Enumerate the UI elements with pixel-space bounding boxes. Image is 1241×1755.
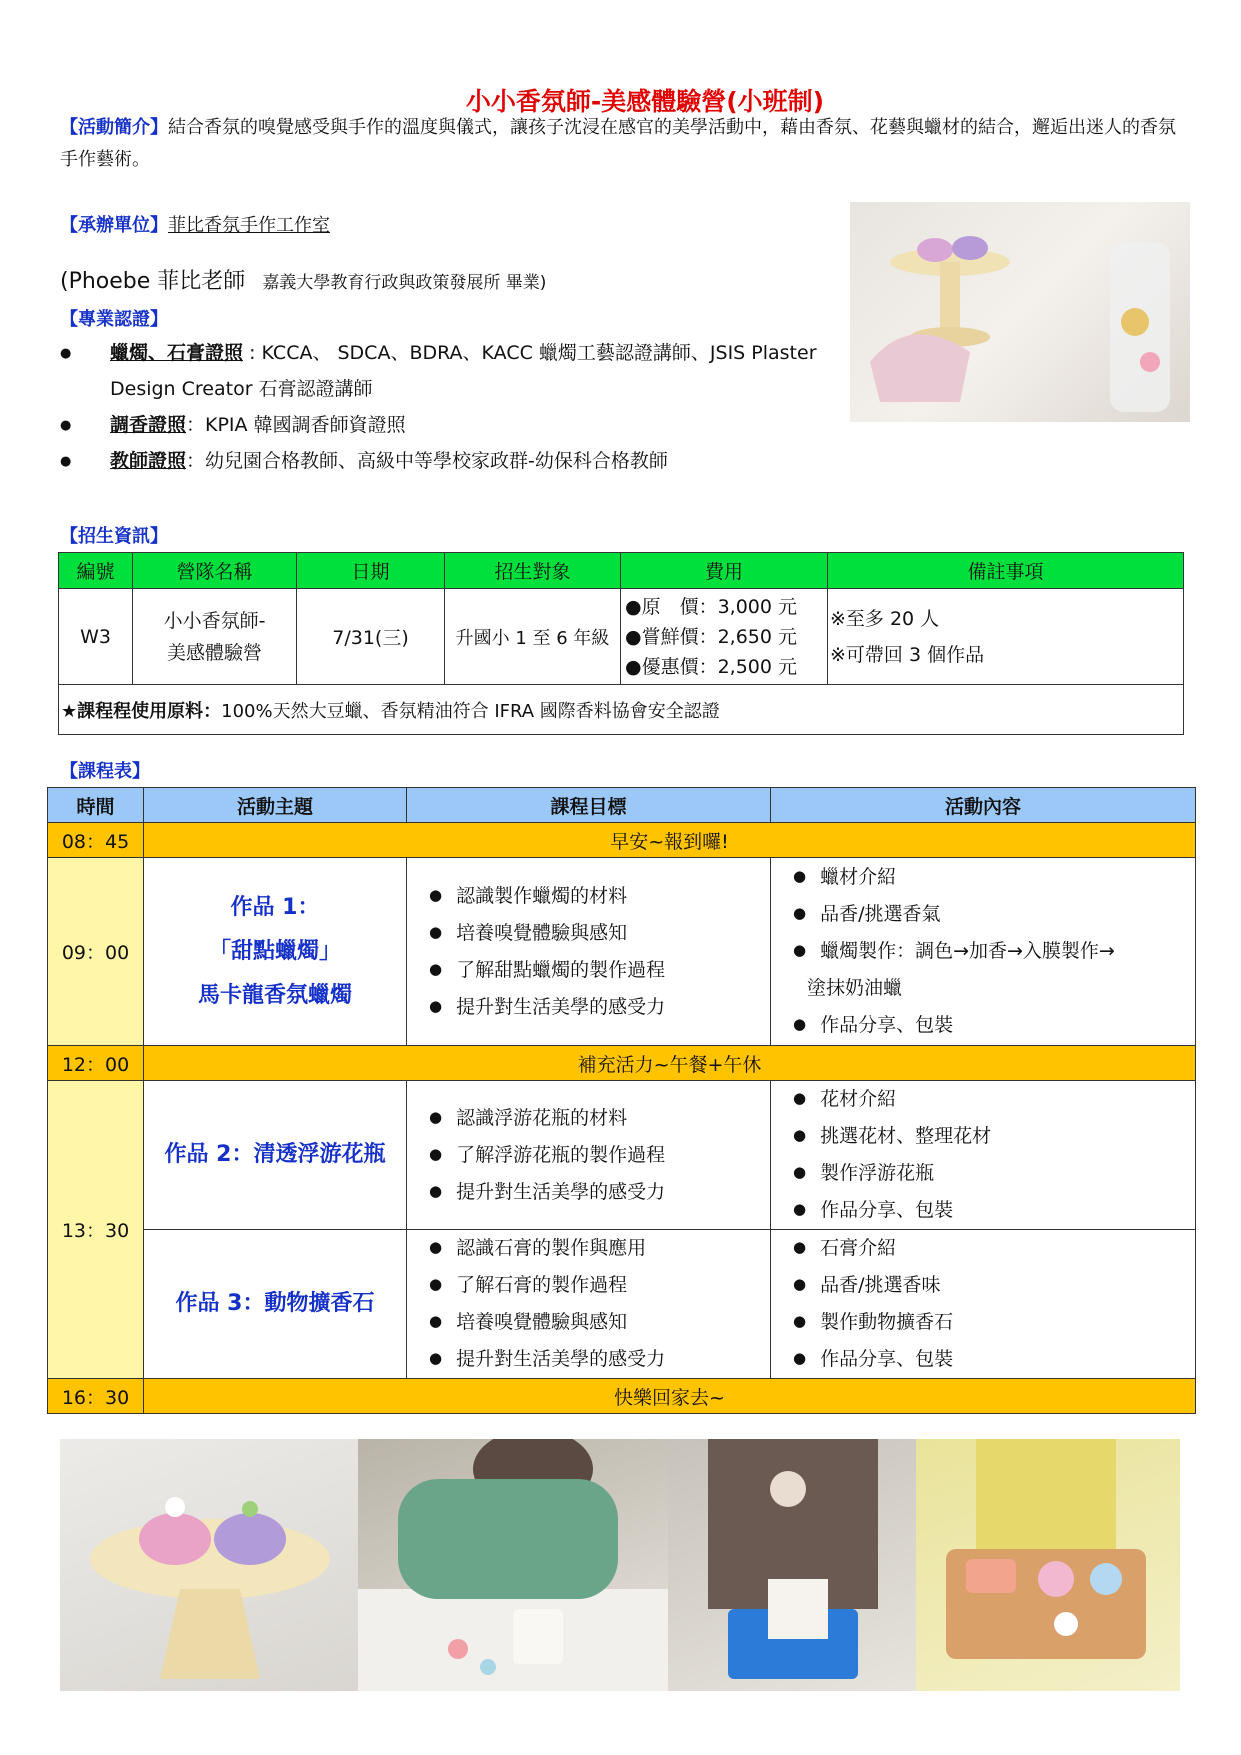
list-item: ● 品香/挑選香味	[821, 1267, 1195, 1304]
list-item: ● 作品分享、包裝	[821, 1007, 1195, 1044]
list-item: ● 了解甜點蠟燭的製作過程	[457, 952, 770, 989]
rec-code: W3	[59, 589, 133, 685]
rec-header: 日期	[297, 553, 445, 589]
organizer-line	[60, 211, 330, 237]
child-crafting-photo-2	[668, 1439, 916, 1691]
cert-item-2	[110, 407, 406, 443]
intro-text: 結合香氛的嗅覺感受與手作的溫度與儀式，讓孩子沈浸在感官的美學活動中，藉由香氛、花藝與蠟材的結合，邂逅出迷人的香氛手作藝術。	[60, 117, 1176, 170]
list-item: ● 品香/挑選香氣	[821, 896, 1195, 933]
list-item: ● 製作動物擴香石	[821, 1304, 1195, 1341]
teacher-name: (Phoebe 菲比老師	[60, 269, 246, 294]
rec-fees	[621, 589, 828, 685]
list-item: ● 提升對生活美學的感受力	[457, 989, 770, 1026]
sch-header: 活動主題	[144, 788, 407, 823]
rec-header: 備註事項	[828, 553, 1184, 589]
bullet: ●	[60, 418, 72, 433]
cert-text-3: ：幼兒園合格教師、高級中等學校家政群-幼保科合格教師	[186, 450, 668, 472]
time-cell: 08：45	[48, 823, 144, 858]
intro-paragraph	[60, 112, 1190, 176]
goals-1	[407, 858, 771, 1046]
time-cell: 16：30	[48, 1379, 144, 1414]
note-item: ※至多 20 人	[830, 607, 940, 630]
sch-header: 時間	[48, 788, 144, 823]
rec-date: 7/31(三)	[297, 589, 445, 685]
cert-title-2: 調香證照	[110, 414, 187, 436]
band-row: 快樂回家去~	[144, 1379, 1196, 1414]
macaron-photo-illustration	[60, 1439, 358, 1691]
band-row: 早安~報到囉!	[144, 823, 1196, 858]
cert-item-1	[110, 335, 850, 407]
list-item: ● 花材介紹	[821, 1081, 1195, 1118]
list-item: ● 培養嗅覺體驗與感知	[457, 1304, 770, 1341]
content-2	[771, 1081, 1196, 1230]
time-cell: 09：00	[48, 858, 144, 1046]
list-item: ● 蠟燭製作：調色→加香→入膜製作→	[821, 933, 1195, 970]
list-item: ● 認識石膏的製作與應用	[457, 1230, 770, 1267]
macaron-photo	[60, 1439, 358, 1691]
rec-header: 營隊名稱	[133, 553, 297, 589]
page-title: 小小香氛師-美感體驗營(小班制)	[465, 87, 825, 116]
content-1	[771, 858, 1196, 1046]
time-cell: 13：30	[48, 1081, 144, 1379]
list-item: ● 蠟材介紹	[821, 859, 1195, 896]
teacher-bio: 嘉義大學教育行政與政策發展所 畢業)	[262, 273, 547, 293]
organizer-name: 菲比香氛手作工作室	[168, 215, 330, 236]
organizer-label: 【承辦單位】	[60, 215, 168, 236]
intro-label: 【活動簡介】	[60, 117, 168, 138]
recruit-label: 【招生資訊】	[60, 526, 168, 547]
list-item: ● 作品分享、包裝	[821, 1192, 1195, 1229]
schedule-table	[47, 787, 1196, 1414]
child-crafting-photo-1	[358, 1439, 668, 1691]
schedule-label: 【課程表】	[60, 761, 150, 782]
content-3	[771, 1230, 1196, 1379]
list-item: ● 提升對生活美學的感受力	[457, 1341, 770, 1378]
fee-item: ●嘗鮮價：2,650 元	[625, 625, 798, 648]
rec-target: 升國小 1 至 6 年級	[445, 589, 621, 685]
materials-label: ★課程程使用原料：	[61, 700, 222, 722]
bullet: ●	[60, 454, 72, 469]
rec-name: 小小香氛師- 美感體驗營	[133, 589, 297, 685]
list-item: ● 認識製作蠟燭的材料	[457, 878, 770, 915]
teacher-line	[60, 264, 546, 295]
list-item: ● 挑選花材、整理花材	[821, 1118, 1195, 1155]
goals-2	[407, 1081, 771, 1230]
fee-item: ●優惠價：2,500 元	[625, 655, 798, 678]
list-item: ● 了解浮游花瓶的製作過程	[457, 1137, 770, 1174]
time-cell: 12：00	[48, 1046, 144, 1081]
work-3-title: 作品 3：動物擴香石	[144, 1230, 407, 1379]
work-2-title: 作品 2：清透浮游花瓶	[144, 1081, 407, 1230]
list-item: ● 認識浮游花瓶的材料	[457, 1100, 770, 1137]
sch-header: 活動內容	[771, 788, 1196, 823]
child-crafting-illustration-1	[358, 1439, 668, 1691]
candle-photo	[850, 202, 1190, 422]
work-1-title: 作品 1： 「甜點蠟燭」 馬卡龍香氛蠟燭	[144, 858, 407, 1046]
rec-notes	[828, 589, 1184, 685]
list-item: ● 製作浮游花瓶	[821, 1155, 1195, 1192]
rec-header: 費用	[621, 553, 828, 589]
certs-label: 【專業認證】	[60, 309, 168, 330]
goals-3	[407, 1230, 771, 1379]
bullet: ●	[60, 346, 72, 361]
list-item-cont: 塗抹奶油蠟	[807, 977, 903, 999]
child-crafting-illustration-2	[668, 1439, 916, 1691]
list-item: ● 了解石膏的製作過程	[457, 1267, 770, 1304]
materials-row	[59, 685, 1184, 735]
sch-header: 課程目標	[407, 788, 771, 823]
recruit-table	[58, 552, 1184, 735]
cert-item-3	[110, 443, 668, 479]
cert-text-1: : KCCA、 SDCA、BDRA、KACC 蠟燭工藝認證講師、JSIS Plaster	[249, 342, 817, 364]
cert-title-1: 蠟燭、石膏證照	[110, 342, 244, 364]
list-item: ● 提升對生活美學的感受力	[457, 1174, 770, 1211]
list-item: ● 石膏介紹	[821, 1230, 1195, 1267]
rec-header: 編號	[59, 553, 133, 589]
rec-header: 招生對象	[445, 553, 621, 589]
note-item: ※可帶回 3 個作品	[830, 643, 985, 666]
cert-text-2: ：KPIA 韓國調香師資證照	[186, 414, 406, 436]
candle-photo-illustration	[850, 202, 1190, 422]
fee-item: ●原 價：3,000 元	[625, 595, 798, 618]
cert-text-1b: Design Creator 石膏認證講師	[110, 378, 373, 400]
materials-text: 100%天然大豆蠟、香氛精油符合 IFRA 國際香料協會安全認證	[221, 700, 720, 722]
list-item: ● 作品分享、包裝	[821, 1341, 1195, 1378]
finished-works-illustration	[916, 1439, 1180, 1691]
band-row: 補充活力~午餐+午休	[144, 1046, 1196, 1081]
finished-works-photo	[916, 1439, 1180, 1691]
cert-title-3: 教師證照	[110, 450, 187, 472]
list-item: ● 培養嗅覺體驗與感知	[457, 915, 770, 952]
